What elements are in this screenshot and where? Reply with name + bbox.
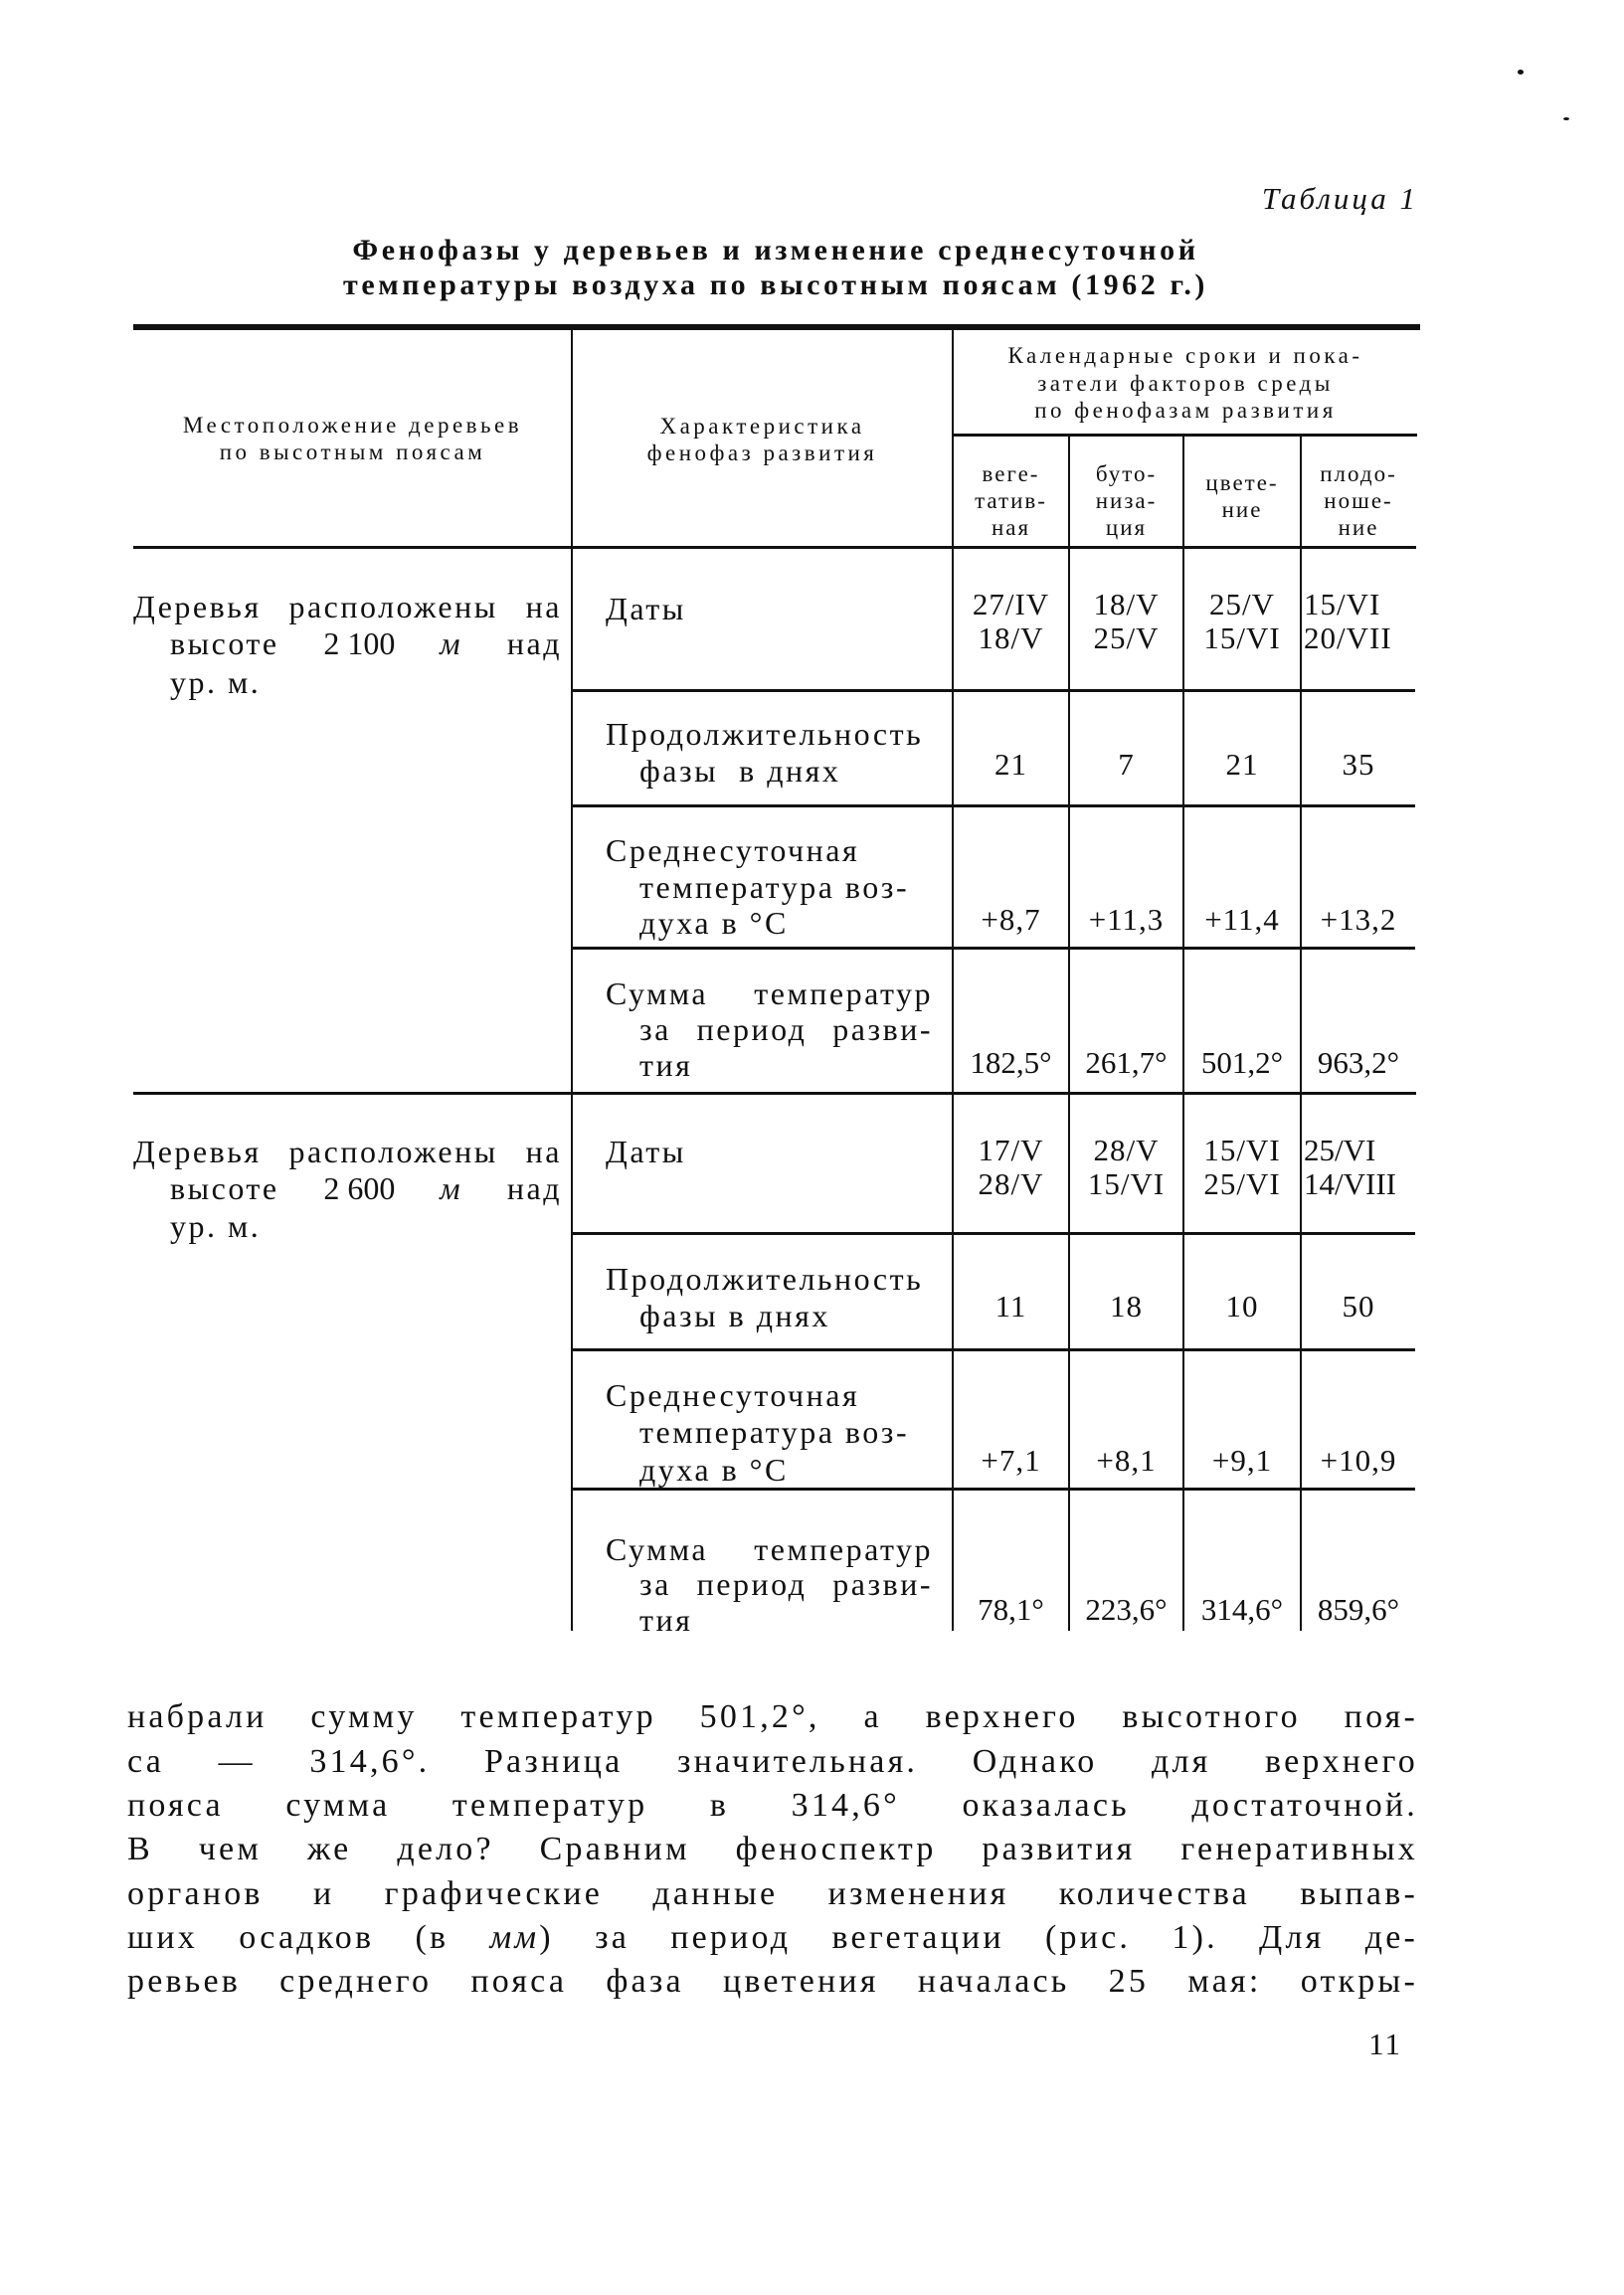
temperature-cell: +13,2 xyxy=(1320,902,1397,937)
row-label-dates: Даты xyxy=(606,591,686,626)
date-start: 18/V xyxy=(1093,587,1160,621)
date-cell xyxy=(1301,1134,1419,1201)
temperature-cell: +7,1 xyxy=(981,1443,1041,1478)
header-phase-fruiting xyxy=(1301,460,1416,541)
table-title-line-2: температуры воздуха по высотным поясам (1962 г.) xyxy=(342,268,1209,301)
header-bottom-rule xyxy=(133,546,1416,549)
paragraph-line: са — 314,6°. Разница значительная. Однако для верхнего xyxy=(127,1743,1418,1780)
location-word: над xyxy=(506,1170,562,1206)
scan-speck xyxy=(1563,117,1569,120)
date-start: 28/V xyxy=(1093,1133,1160,1167)
header-phase-line: ная xyxy=(991,515,1031,540)
header-calendar xyxy=(955,342,1416,425)
row-rule xyxy=(572,1348,1415,1351)
date-cell xyxy=(1301,588,1419,655)
temperature-cell: +11,3 xyxy=(1088,902,1165,937)
temperature-cell: +10,9 xyxy=(1320,1443,1397,1478)
duration-cell: 11 xyxy=(994,1289,1027,1324)
row-rule xyxy=(572,1232,1415,1235)
header-phase-line: буто- xyxy=(1095,461,1158,486)
header-phase-line: низа- xyxy=(1095,488,1158,513)
paragraph-text: ) за период вегетации (рис. 1). Для де- xyxy=(539,1919,1419,1956)
scan-speck xyxy=(1518,70,1524,75)
paragraph-line: пояса сумма температур в 314,6° оказалась достаточной. xyxy=(127,1787,1418,1824)
header-phase-line: ние xyxy=(1338,515,1379,540)
row-label-temp-sum: за период разви- xyxy=(639,1566,933,1602)
date-start: 15/VI xyxy=(1203,1133,1281,1167)
date-cell xyxy=(1183,588,1301,655)
subheader-rule xyxy=(953,434,1417,437)
row-label-temp-sum: тия xyxy=(639,1602,693,1638)
location-line xyxy=(170,1170,562,1206)
row-rule xyxy=(572,947,1415,950)
temp-sum-cell: 223,6° xyxy=(1085,1592,1168,1627)
header-location-line: Местоположение деревьев xyxy=(182,413,523,438)
duration-cell: 21 xyxy=(994,747,1027,782)
temp-sum-cell: 314,6° xyxy=(1200,1592,1284,1627)
duration-cell: 21 xyxy=(1225,747,1259,782)
header-phase-line: татив- xyxy=(975,488,1047,513)
duration-cell: 18 xyxy=(1110,1289,1143,1324)
temperature-cell: +8,7 xyxy=(981,902,1041,937)
duration-cell: 7 xyxy=(1118,747,1135,782)
date-cell xyxy=(953,588,1069,655)
row-rule xyxy=(572,1488,1415,1491)
unit-mm: мм xyxy=(489,1919,540,1956)
paragraph-line: набрали сумму температур 501,2°, а верхнего высотного поя- xyxy=(127,1698,1418,1735)
date-cell xyxy=(1069,588,1183,655)
header-location-line: по высотным поясам xyxy=(219,440,486,464)
date-end: 15/VI xyxy=(1203,620,1281,655)
table-title-line-1: Фенофазы у деревьев и изменение среднесуточной xyxy=(352,234,1199,266)
header-characteristic-line: Характеристика xyxy=(659,414,865,439)
altitude-value: 2 100 xyxy=(323,625,396,661)
header-phase-line: ноше- xyxy=(1324,488,1393,513)
row-label-temp-sum: за период разви- xyxy=(639,1011,933,1047)
header-phase-line: плодо- xyxy=(1320,461,1397,486)
date-start: 27/IV xyxy=(972,587,1050,621)
row-label-duration: Продолжительность xyxy=(606,716,924,752)
row-label-temp-sum: Сумма температур xyxy=(606,1531,933,1567)
date-end: 18/V xyxy=(978,620,1044,655)
temperature-cell: +9,1 xyxy=(1211,1443,1273,1478)
location-word: высоте xyxy=(170,625,279,661)
header-phase-vegetative xyxy=(953,460,1069,541)
header-calendar-line: по фенофазам развития xyxy=(1034,398,1337,423)
date-start: 25/VI xyxy=(1304,1133,1376,1167)
row-rule xyxy=(572,804,1415,807)
row-label-dates: Даты xyxy=(606,1134,686,1169)
altitude-unit: м xyxy=(440,625,463,661)
row-label-duration: фазы в днях xyxy=(639,753,841,789)
date-end: 25/V xyxy=(1093,620,1160,655)
row-label-temperature: духа в °С xyxy=(639,905,789,941)
temp-sum-cell: 501,2° xyxy=(1200,1045,1284,1080)
header-phase-line: веге- xyxy=(982,461,1040,486)
temp-sum-cell: 182,5° xyxy=(970,1045,1052,1080)
header-phase-line: цвете- xyxy=(1205,470,1279,495)
altitude-unit: м xyxy=(440,1170,463,1206)
row-label-temp-sum: тия xyxy=(639,1047,693,1083)
row-label-temperature: температура воз- xyxy=(639,1414,910,1450)
date-end: 28/V xyxy=(978,1166,1044,1201)
row-label-temperature: Среднесуточная xyxy=(606,832,860,868)
row-label-temperature: духа в °С xyxy=(639,1452,789,1488)
date-end: 25/VI xyxy=(1203,1166,1281,1201)
date-end: 14/VIII xyxy=(1304,1166,1396,1201)
block-separator-rule xyxy=(133,1092,1416,1095)
date-cell xyxy=(1069,1134,1183,1201)
column-divider xyxy=(571,330,573,1631)
date-cell xyxy=(1183,1134,1301,1201)
date-start: 25/V xyxy=(1209,587,1275,621)
paragraph-text: ших осадков (в xyxy=(127,1919,490,1956)
header-calendar-line: затели факторов среды xyxy=(1037,370,1334,396)
temp-sum-cell: 261,7° xyxy=(1085,1045,1168,1080)
paragraph-line: органов и графические данные изменения количества выпав- xyxy=(127,1875,1418,1912)
page-number: 11 xyxy=(1368,2027,1402,2061)
duration-cell: 35 xyxy=(1342,747,1375,782)
date-end: 20/VII xyxy=(1304,620,1392,655)
paragraph-line xyxy=(127,1916,1418,1960)
location-line: Деревья расположены на xyxy=(133,589,562,624)
temperature-cell: +11,4 xyxy=(1204,902,1280,937)
row-label-duration: фазы в днях xyxy=(639,1298,830,1333)
date-start: 17/V xyxy=(978,1133,1044,1167)
row-label-temp-sum: Сумма температур xyxy=(606,975,933,1011)
temp-sum-cell: 859,6° xyxy=(1317,1592,1400,1627)
header-characteristic-line: фенофаз развития xyxy=(646,441,878,465)
paragraph-line: ревьев среднего пояса фаза цветения началась 25 мая: откры- xyxy=(127,1963,1418,2000)
header-phase-flowering xyxy=(1183,469,1301,523)
paragraph-line: В чем же дело? Сравним феноспектр развития генеративных xyxy=(127,1831,1418,1867)
header-phase-line: ние xyxy=(1221,497,1263,522)
duration-cell: 10 xyxy=(1225,1289,1259,1324)
location-word: высоте xyxy=(170,1170,279,1206)
location-line: ур. м. xyxy=(170,1208,262,1244)
header-phase-line: ция xyxy=(1105,515,1148,540)
row-label-temperature: температура воз- xyxy=(639,869,910,905)
row-label-duration: Продолжительность xyxy=(606,1261,924,1297)
location-line xyxy=(170,625,562,661)
location-word: над xyxy=(506,625,562,661)
temperature-cell: +8,1 xyxy=(1096,1443,1157,1478)
header-characteristic xyxy=(572,413,953,466)
header-location xyxy=(133,412,572,465)
header-phase-budding xyxy=(1069,460,1183,541)
temp-sum-cell: 78,1° xyxy=(978,1592,1044,1627)
header-calendar-line: Календарные сроки и пока- xyxy=(1007,343,1363,368)
date-start: 15/VI xyxy=(1304,587,1381,621)
location-line: Деревья расположены на xyxy=(133,1134,562,1169)
duration-cell: 50 xyxy=(1342,1289,1375,1324)
row-rule xyxy=(572,689,1415,692)
table-label: Таблица 1 xyxy=(1261,181,1418,216)
date-cell xyxy=(953,1134,1069,1201)
row-label-temperature: Среднесуточная xyxy=(606,1377,860,1413)
altitude-value: 2 600 xyxy=(323,1170,396,1206)
location-line: ур. м. xyxy=(170,664,262,700)
table-top-rule xyxy=(133,324,1420,330)
temp-sum-cell: 963,2° xyxy=(1317,1045,1400,1080)
date-end: 15/VI xyxy=(1087,1166,1166,1201)
